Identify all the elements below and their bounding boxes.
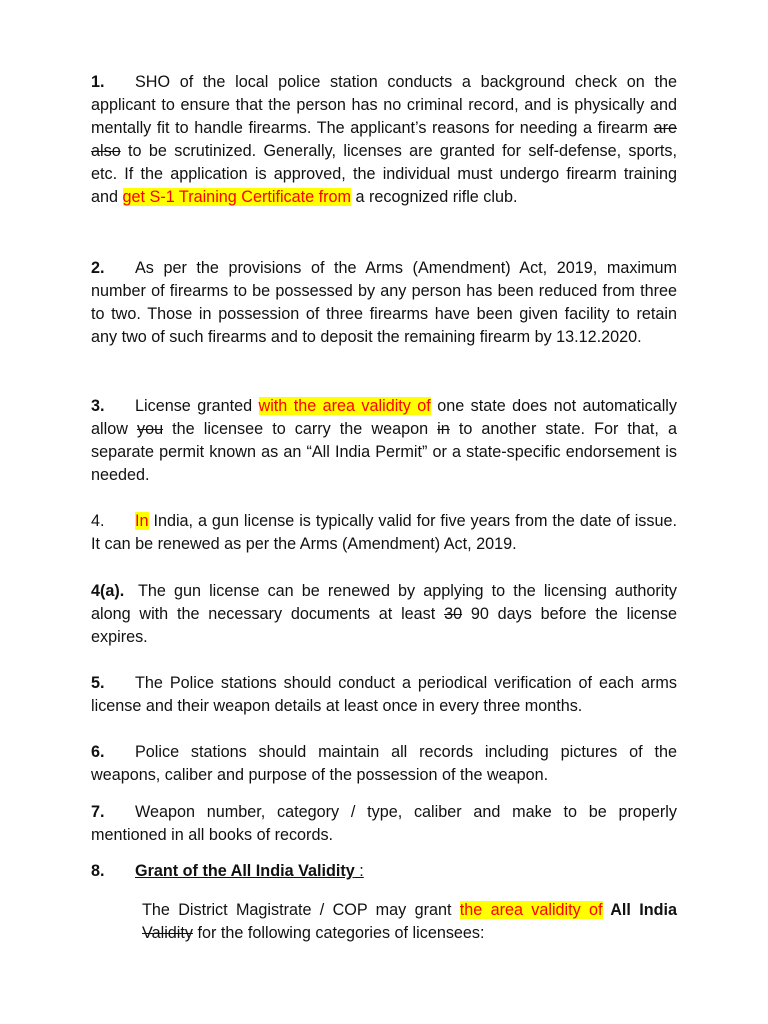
paragraph-number: 5. bbox=[91, 674, 105, 692]
paragraph-number: 4. bbox=[91, 512, 105, 530]
text-run: a recognized rifle club. bbox=[351, 188, 518, 206]
text-run: License granted bbox=[135, 397, 259, 415]
paragraph-number: 8. bbox=[91, 862, 105, 880]
struck-text: in bbox=[437, 420, 450, 438]
paragraph-number: 4(a). bbox=[91, 582, 125, 600]
paragraph-number: 7. bbox=[91, 803, 105, 821]
paragraph-7 bbox=[91, 801, 677, 847]
paragraph-4 bbox=[91, 510, 677, 556]
paragraph-number: 6. bbox=[91, 743, 105, 761]
text-run: SHO of the local police station conducts a background check on the applicant to ensure that the person has no criminal record, and is physically and mentally fit to handle firearms. The applicant’s reasons for needing a firearm bbox=[91, 73, 677, 137]
section-heading: Grant of the All India Validity bbox=[135, 862, 355, 880]
text-run: Weapon number, category / type, caliber and make to be properly mentioned in all books of records. bbox=[91, 803, 677, 844]
text-run: Police stations should maintain all records including pictures of the weapons, caliber and purpose of the possession of the weapon. bbox=[91, 743, 677, 784]
struck-text: you bbox=[136, 420, 164, 438]
text-run: for the following categories of licensees: bbox=[192, 924, 485, 942]
struck-text: 30 bbox=[444, 605, 463, 623]
struck-text: Validity bbox=[142, 924, 193, 942]
paragraph-6 bbox=[91, 741, 677, 787]
paragraph-4a bbox=[91, 580, 677, 649]
text-run: one state does not automatically allow bbox=[91, 397, 677, 438]
paragraph-2 bbox=[91, 257, 677, 349]
paragraph-5 bbox=[91, 672, 677, 718]
text-run: India, a gun license is typically valid for five years from the date of issue. It can be renewed as per the Arms (Amendment) Act, 2019. bbox=[91, 512, 677, 553]
struck-text: are also bbox=[91, 119, 677, 160]
paragraph-8-body bbox=[142, 899, 677, 945]
paragraph-number: 3. bbox=[91, 397, 105, 415]
paragraph-number: 1. bbox=[91, 73, 105, 91]
text-run: 90 days before the license expires. bbox=[91, 605, 677, 646]
text-run: to another state. For that, a separate permit known as an “All India Permit” or a state-specific endorsement is needed. bbox=[91, 420, 677, 484]
heading-colon: : bbox=[354, 862, 364, 880]
highlighted-text: In bbox=[135, 512, 149, 530]
paragraph-3 bbox=[91, 395, 677, 487]
highlighted-text: get S-1 Training Certificate from bbox=[122, 188, 352, 206]
paragraph-8-heading bbox=[91, 860, 677, 883]
highlighted-text: the area validity of bbox=[459, 901, 603, 919]
highlighted-text: with the area validity of bbox=[258, 397, 431, 415]
bold-text: All India bbox=[602, 901, 677, 919]
text-run: to be scrutinized. Generally, licenses are granted for self-defense, sports, etc. If the application is approved, the individual must undergo firearm training and bbox=[91, 142, 677, 206]
text-run: the licensee to carry the weapon bbox=[163, 420, 438, 438]
text-run: As per the provisions of the Arms (Amendment) Act, 2019, maximum number of firearms to be possessed by any person has been reduced from three to two. Those in possession of three firearms have been given facility to retain any two of such firearms and to deposit the remaining firearm by 13.12.2020. bbox=[91, 259, 677, 346]
text-run: The gun license can be renewed by applying to the licensing authority along with the necessary documents at least bbox=[91, 582, 677, 623]
paragraph-number: 2. bbox=[91, 259, 105, 277]
paragraph-1 bbox=[91, 71, 677, 209]
text-run: The District Magistrate / COP may grant bbox=[142, 901, 460, 919]
text-run: The Police stations should conduct a periodical verification of each arms license and their weapon details at least once in every three months. bbox=[91, 674, 677, 715]
